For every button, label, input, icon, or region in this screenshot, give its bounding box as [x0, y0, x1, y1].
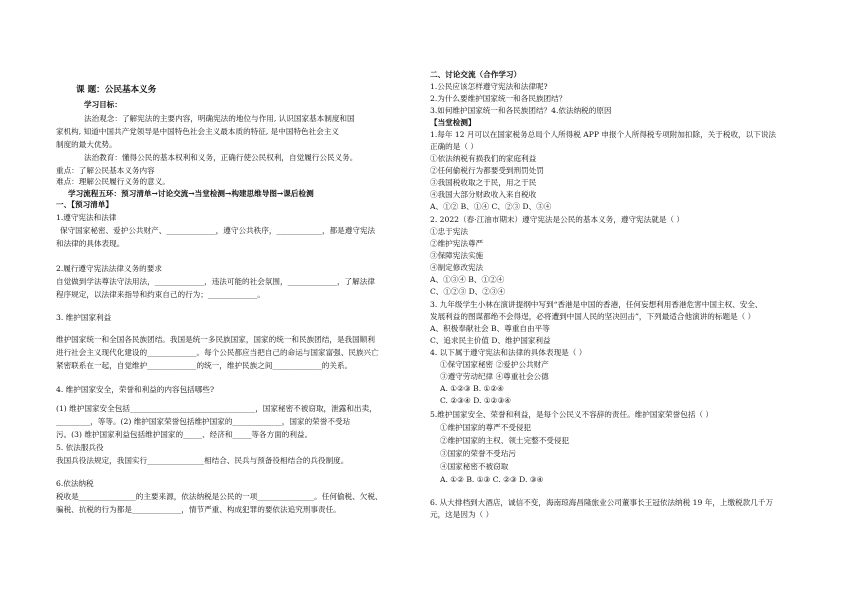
test-question: 2. 2022（春·江油市期末）遵守宪法是公民的基本义务，遵守宪法就是（ ） [430, 215, 685, 224]
question-line: 污。(3) 维护国家利益包括维护国家的_____、经济和_____等各方面的利益。 [56, 430, 313, 439]
test-option: ②维护宪法尊严 [430, 239, 484, 248]
test-option: ②任何偷税行为都要受到刑罚处罚 [430, 166, 544, 175]
question-line: 税收是_______________的主要来源，依法纳税是公民的一项_______________。任何偷税、欠税、 [56, 492, 383, 501]
question-line: 程序规定，以法律来指导和约束自己的行为；_____________。 [56, 290, 265, 299]
test-question: 正确的是（ ） [430, 142, 478, 151]
test-answers: A、积极奉献社会 B、尊重自由平等 [430, 324, 550, 333]
test-option: ①维护国家的尊严不受侵犯 [440, 423, 532, 432]
test-option: ③国家的荣誉不受玷污 [440, 449, 516, 458]
question-title: 1.遵守宪法和法律 [56, 213, 117, 222]
test-option: ①保守国家秘密 ②爱护公共财产 [440, 360, 549, 369]
question-line: 保守国家秘密、爱护公共财产、_____________，遵守公共秩序，____________，都是遵守宪法 [60, 226, 376, 235]
difficulty: 难点：理解公民履行义务的意义。 [56, 177, 170, 186]
discussion-item: 3.如何维护国家统一和各民族团结？4.依法纳税的原因 [430, 106, 612, 115]
test-option: ④制定修改宪法 [430, 263, 484, 272]
test-question: 元，这是因为（ ） [430, 510, 494, 519]
section-discussion: 二、讨论交流（合作学习） [430, 70, 522, 79]
section-preview: 一、【预习清单】 [56, 200, 113, 209]
question-title: 4. 维护国家安全，荣誉和利益的内容包括哪些? [56, 385, 215, 394]
discussion-item: 1.公民应该怎样遵守宪法和法律呢? [430, 82, 548, 91]
test-answers: A、①② B、①④ C、②③ D、③④ [430, 202, 552, 211]
test-question: 6. 从大排档到大酒店，诚信不变，海南琼海昌隆旅业公司董事长王冠依法纳税 19 年，上缴税款几千万 [430, 498, 774, 507]
question-line: 骗税、抗税的行为都是_____________，情节严重、构成犯罪的要依法追究刑事责任。 [56, 505, 341, 514]
question-title: 5. 依法服兵役 [56, 443, 104, 452]
question-line: _________，等等。(2) 维护国家荣誉包括维护国家的_____________，国家的荣誉不受玷 [56, 417, 351, 426]
learning-flow: 学习流程五环：预习清单→讨论交流→当堂检测→构建思维导图→课后检测 [68, 189, 314, 198]
test-question: 1.每年 12 月可以在国家税务总局个人所得税 APP 申报个人所得税专项附加扣除，关于税收，以下说法 [430, 130, 777, 139]
test-answers: A. ①② B. ①③ C. ②③ D. ③④ [440, 475, 544, 484]
objectives-label: 学习目标： [84, 100, 122, 109]
objective-line: 制度的最大优势。 [56, 140, 117, 149]
test-option: ③遵守劳动纪律 ④尊重社会公德 [440, 372, 549, 381]
test-question: 4. 以下属于遵守宪法和法律的具体表现是（ ） [430, 348, 587, 357]
test-answers: C. ②③④ D. ①②③④ [440, 396, 512, 405]
question-line: (1) 维护国家安全包括_________________________________，国家秘密不被窃取，泄露和出卖， [56, 404, 377, 413]
test-option: ④我国大部分财政收入来自税收 [430, 190, 537, 199]
test-question: 3. 九年级学生小林在演讲提纲中写到“香港是中国的香港，任何妄想利用香港危害中国主权、安全、 [430, 300, 763, 309]
objective-line: 法治教育：懂得公民的基本权利和义务，正确行使公民权利，自觉履行公民义务。 [84, 153, 358, 162]
question-title: 6.依法纳税 [56, 479, 94, 488]
test-option: ①忠于宪法 [430, 227, 468, 236]
key-point: 重点：了解公民基本义务内容 [56, 166, 155, 175]
question-line: 自觉做到学法尊法守法用法，_____________，违法可能的社会氛围，_____________，了解法律 [56, 277, 375, 286]
question-line: 进行社会主义现代化建设的_____________。每个公民都应当把自己的命运与国家富强、民族兴亡 [56, 348, 379, 357]
test-option: ③我国税收取之于民，用之于民 [430, 178, 537, 187]
test-answers: C、追求民主价值 D、维护国家利益 [430, 336, 551, 345]
test-question: 发展利益的图谋都绝不会得逞，必将遭到中国人民的坚决回击”，下列最适合他演讲的标题是（ ） [430, 312, 756, 321]
question-line: 紧密联系在一起，自觉维护_____________的统一，维护民族之间_____________的关系。 [56, 361, 353, 370]
test-question: 5.维护国家安全、荣誉和利益，是每个公民义不容辞的责任。维护国家荣誉包括（ ） [430, 410, 714, 419]
test-option: ④国家秘密不被窃取 [440, 462, 509, 471]
objective-line: 法治观念：了解宪法的主要内容，明确宪法的地位与作用, 认识国家基本制度和国 [84, 114, 355, 123]
question-line: 维护国家统一和全国各民族团结。我国是统一多民族国家，国家的统一和民族团结，是我国顺利 [56, 335, 375, 344]
test-option: ③保障宪法实施 [430, 251, 484, 260]
test-answers: A. ①②③ B. ①②④ [440, 384, 504, 393]
question-line: 和法律的具体表现。 [56, 239, 125, 248]
test-option: ②维护国家的主权、领土完整不受侵犯 [440, 436, 570, 445]
test-answers: C、①②③ D、②③④ [430, 287, 506, 296]
test-option: ①依法纳税有损我们的家庭利益 [430, 154, 537, 163]
objective-line: 家机构, 知道中国共产党领导是中国特色社会主义最本质的特征, 是中国特色社会主义 [56, 127, 340, 136]
discussion-item: 2.为什么要维护国家统一和各民族团结？ [430, 94, 567, 103]
question-title: 3. 维护国家利益 [56, 313, 112, 322]
lesson-title: 课 题：公民基本义务 [76, 85, 157, 95]
question-line: 我国兵役法规定，我国实行_______________相结合、民兵与预备役相结合的兵役制度。 [56, 456, 349, 465]
section-test: 【当堂检测】 [430, 118, 476, 127]
test-answers: A、①③④ B、①②④ [430, 275, 505, 284]
question-title: 2.履行遵守宪法法律义务的要求 [56, 264, 162, 273]
